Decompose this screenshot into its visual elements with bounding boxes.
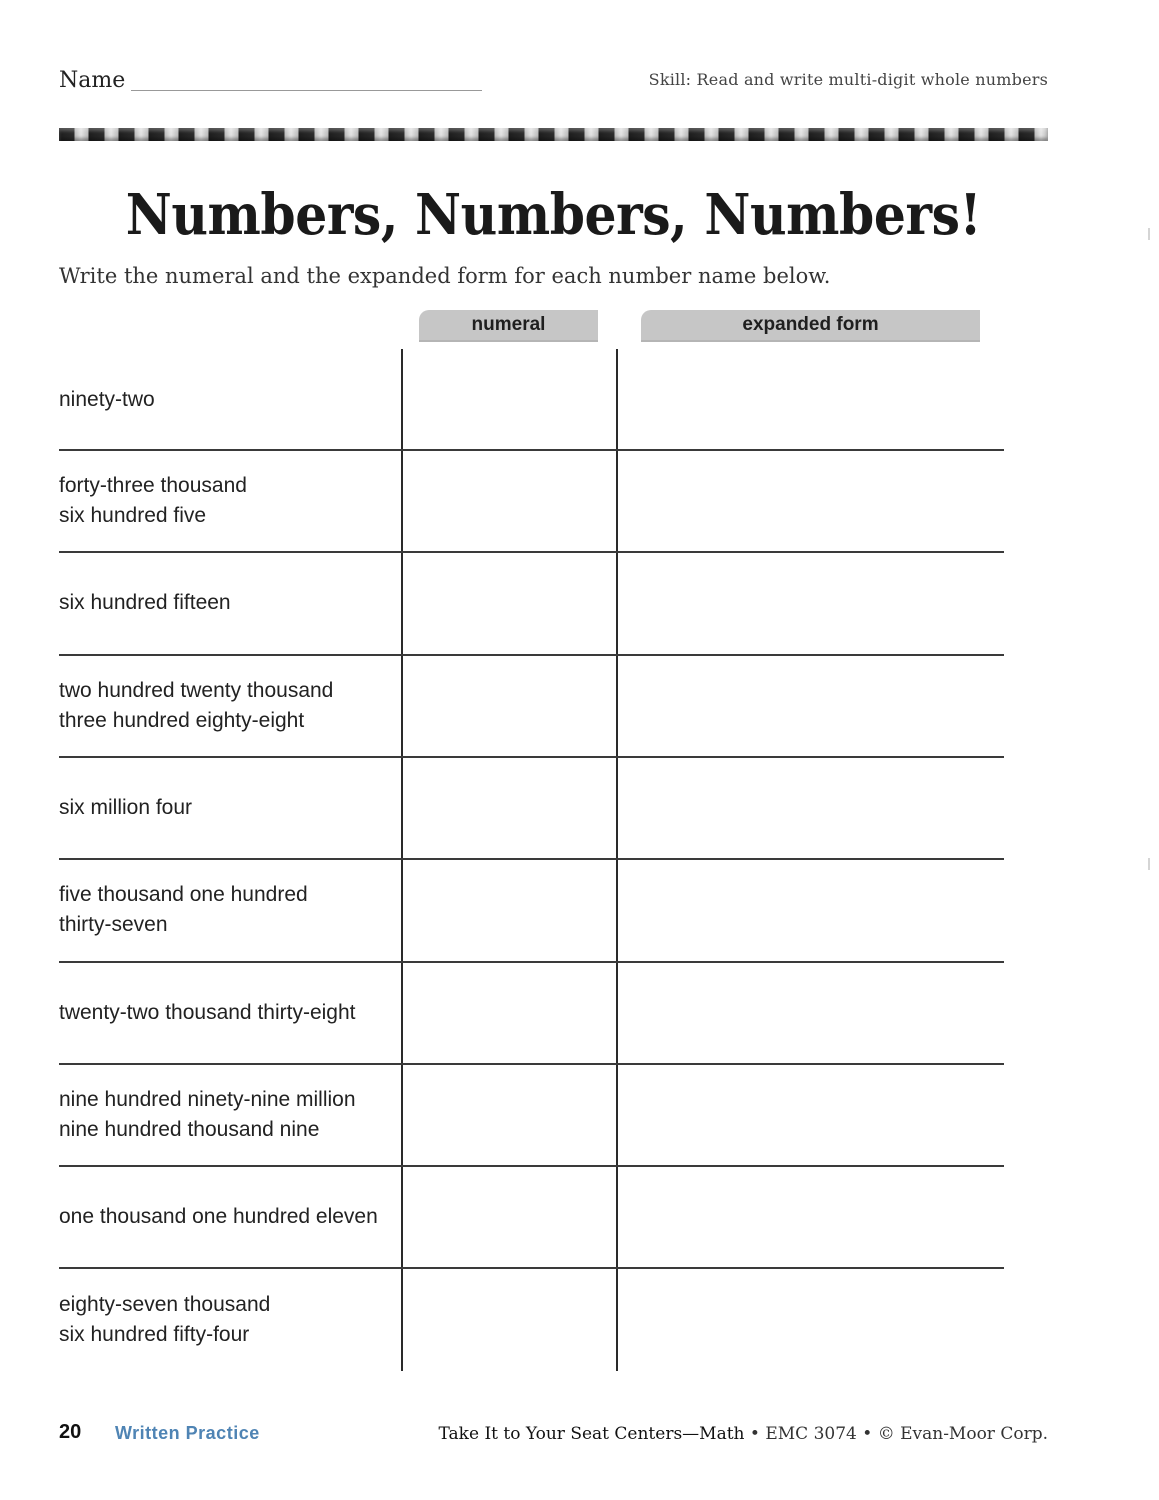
numeral-answer-cell[interactable] bbox=[404, 655, 615, 755]
expanded-form-answer-cell[interactable] bbox=[619, 1268, 1004, 1368]
number-name-label: nine hundred ninety-nine million nine hundred thousand nine bbox=[59, 1087, 356, 1141]
expanded-form-answer-cell[interactable] bbox=[619, 552, 1004, 652]
footer-credit bbox=[439, 1424, 1048, 1444]
column-header-expanded-form: expanded form bbox=[641, 310, 980, 342]
number-name-label: six million four bbox=[59, 796, 193, 820]
copyright: © Evan-Moor Corp. bbox=[877, 1424, 1048, 1444]
edge-mark bbox=[1148, 858, 1150, 870]
number-name-label: twenty-two thousand thirty-eight bbox=[59, 1000, 356, 1024]
page-number: 20 bbox=[59, 1421, 82, 1443]
name-label: Name bbox=[59, 68, 126, 93]
numeral-answer-cell[interactable] bbox=[404, 1166, 615, 1266]
expanded-form-answer-cell[interactable] bbox=[619, 349, 1004, 448]
expanded-form-answer-cell[interactable] bbox=[619, 757, 1004, 857]
numeral-answer-cell[interactable] bbox=[404, 1268, 615, 1368]
expanded-form-answer-cell[interactable] bbox=[619, 859, 1004, 959]
number-name-label: one thousand one hundred eleven bbox=[59, 1205, 378, 1229]
expanded-form-answer-cell[interactable] bbox=[619, 655, 1004, 755]
page-title: Numbers, Numbers, Numbers! bbox=[125, 182, 982, 248]
numeral-answer-cell[interactable] bbox=[404, 552, 615, 652]
name-input-line[interactable] bbox=[131, 90, 482, 91]
numeral-answer-cell[interactable] bbox=[404, 349, 615, 448]
product-code: EMC 3074 bbox=[765, 1424, 857, 1444]
instructions: Write the numeral and the expanded form for each number name below. bbox=[59, 264, 831, 288]
numeral-answer-cell[interactable] bbox=[404, 450, 615, 550]
number-name-label: eighty-seven thousand six hundred fifty-four bbox=[59, 1292, 271, 1346]
expanded-form-answer-cell[interactable] bbox=[619, 962, 1004, 1062]
numeral-answer-cell[interactable] bbox=[404, 1064, 615, 1164]
numeral-answer-cell[interactable] bbox=[404, 962, 615, 1062]
expanded-form-answer-cell[interactable] bbox=[619, 450, 1004, 550]
checkered-divider bbox=[59, 128, 1048, 141]
section-name: Written Practice bbox=[115, 1423, 260, 1443]
number-name-label: two hundred twenty thousand three hundred eighty-eight bbox=[59, 678, 334, 732]
expanded-form-answer-cell[interactable] bbox=[619, 1064, 1004, 1164]
skill-text: Skill: Read and write multi-digit whole numbers bbox=[648, 70, 1048, 89]
number-name-label: forty-three thousand six hundred five bbox=[59, 474, 247, 528]
book-title: Take It to Your Seat Centers—Math bbox=[438, 1424, 745, 1444]
number-name-label: five thousand one hundred thirty-seven bbox=[59, 883, 308, 937]
column-header-numeral: numeral bbox=[419, 310, 598, 342]
numeral-answer-cell[interactable] bbox=[404, 859, 615, 959]
numeral-answer-cell[interactable] bbox=[404, 757, 615, 857]
number-name-label: ninety-two bbox=[59, 387, 155, 411]
expanded-form-answer-cell[interactable] bbox=[619, 1166, 1004, 1266]
edge-mark bbox=[1148, 228, 1150, 240]
number-name-label: six hundred fifteen bbox=[59, 591, 231, 615]
separator: • bbox=[856, 1424, 878, 1444]
separator: • bbox=[744, 1424, 766, 1444]
